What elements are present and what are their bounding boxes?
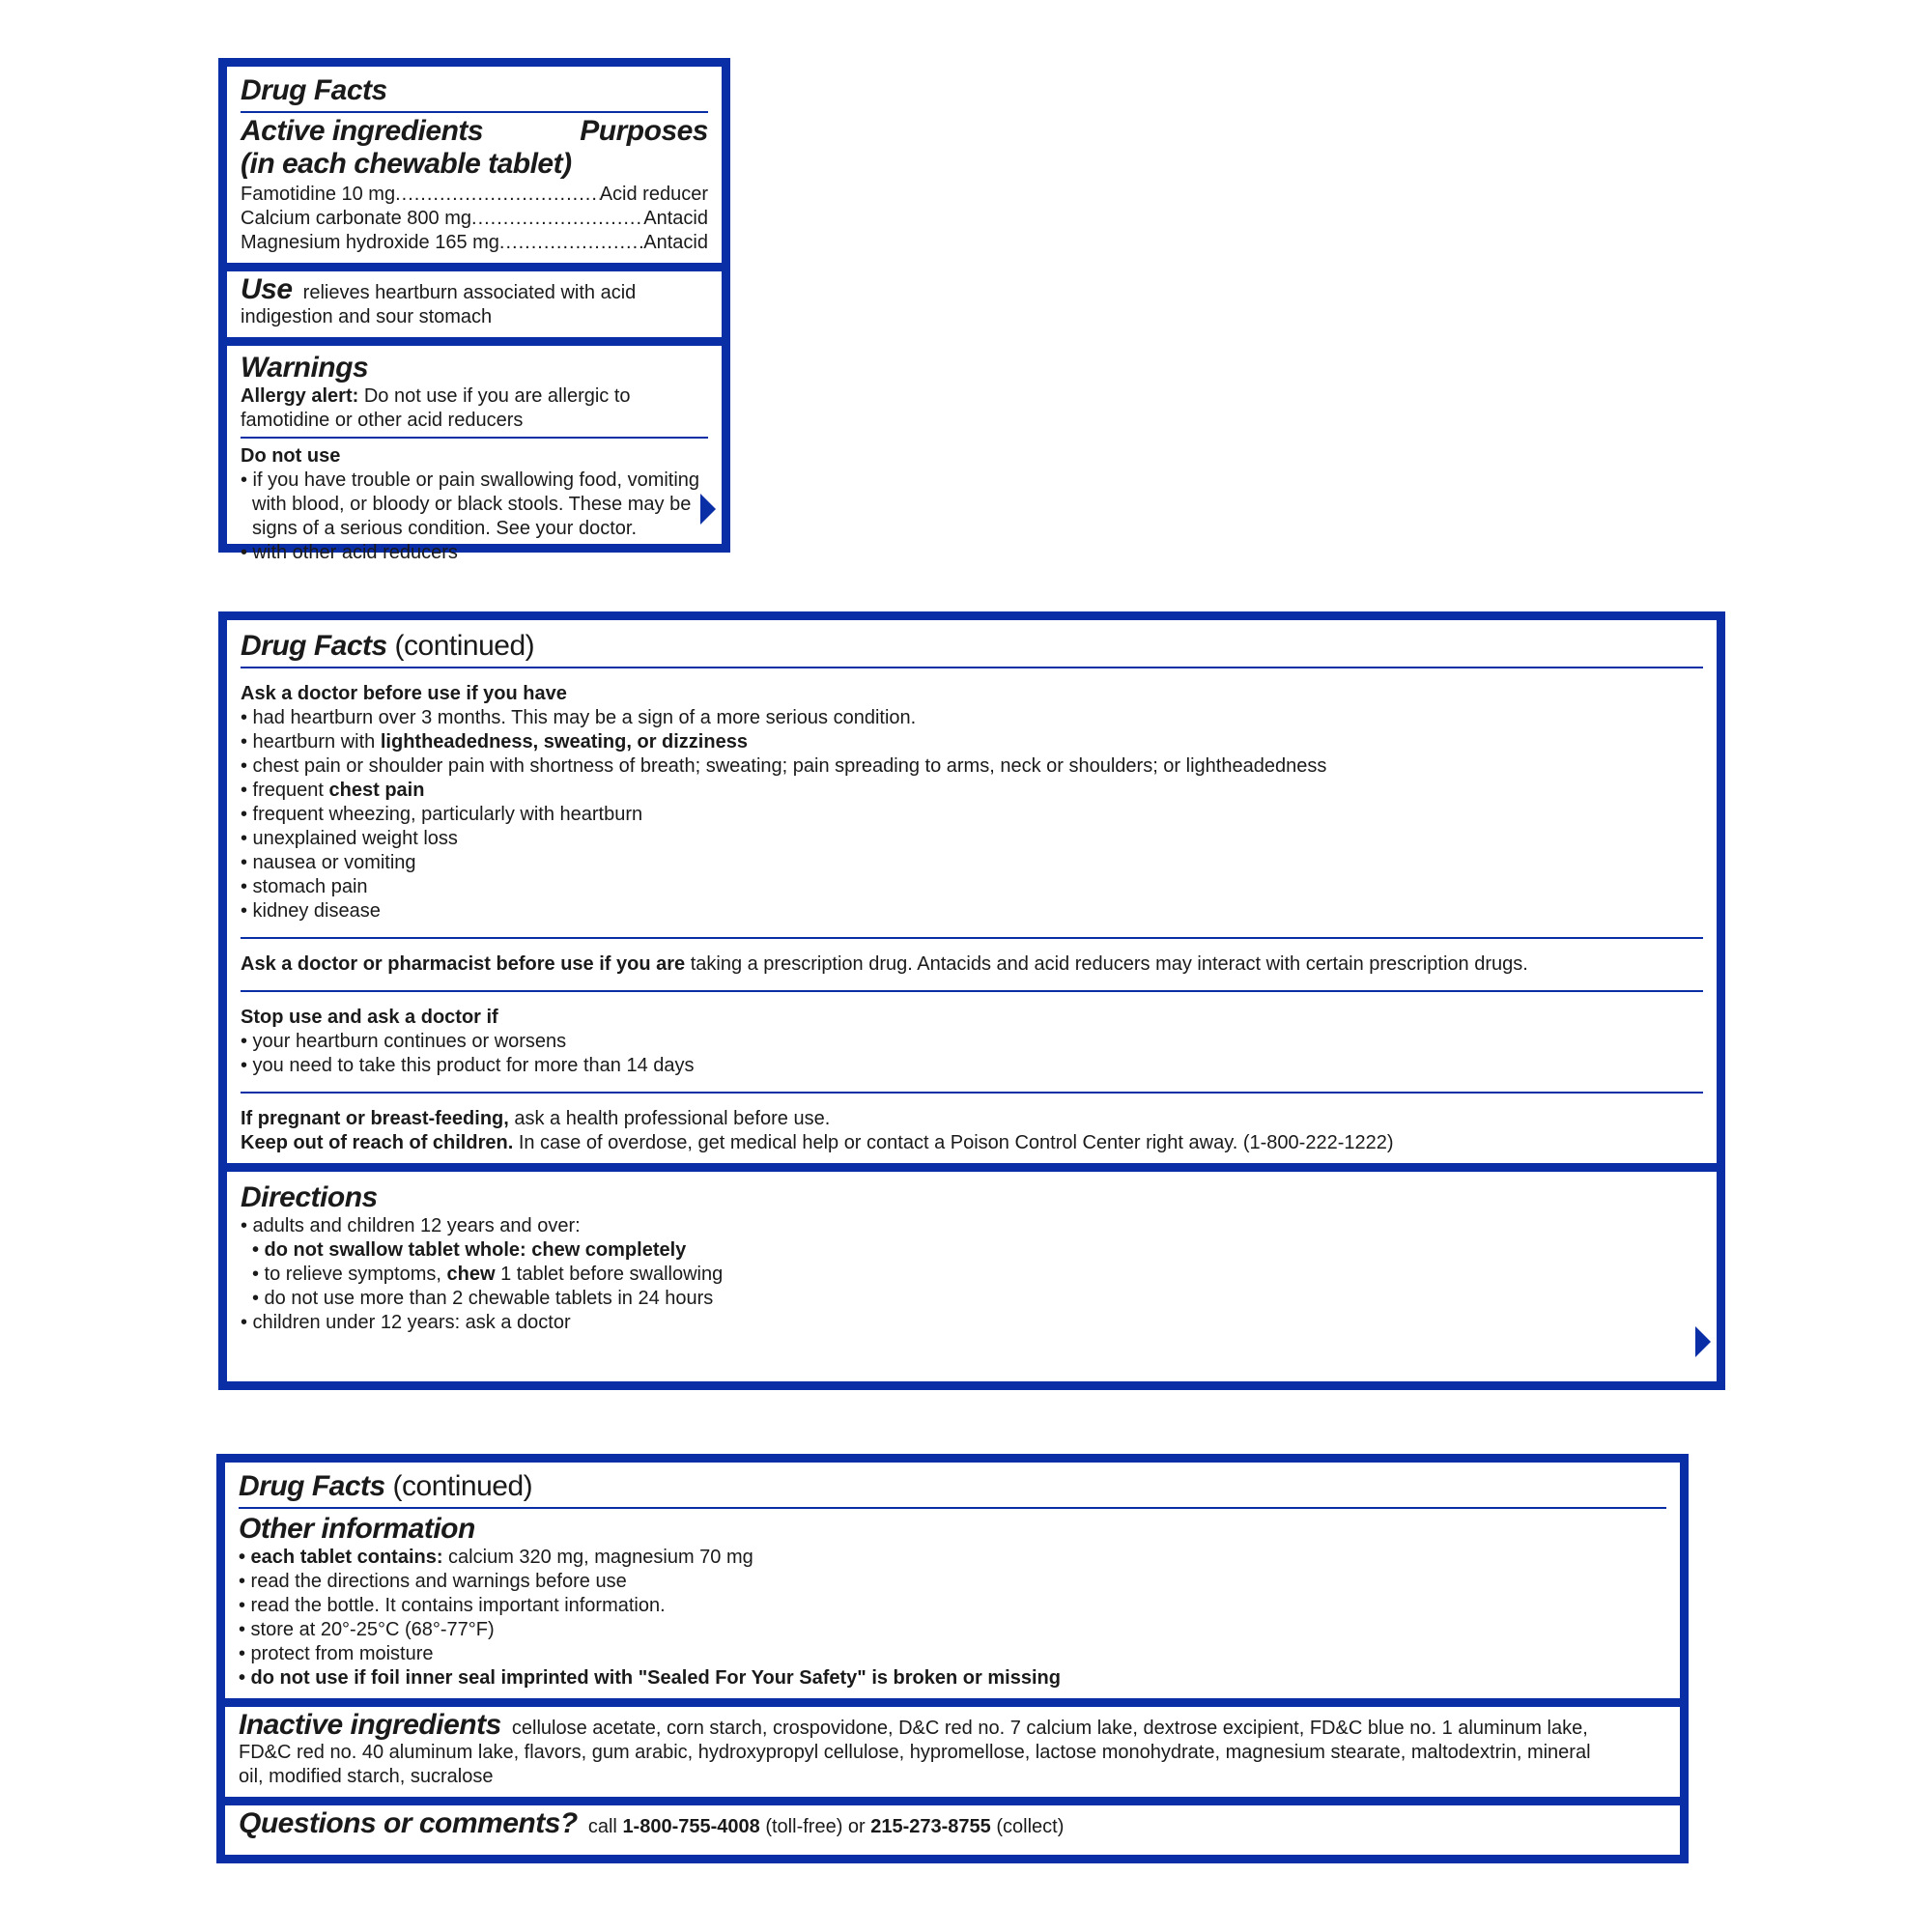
list-item: • to relieve symptoms, chew 1 tablet before swallowing — [252, 1264, 724, 1285]
warnings-section — [227, 346, 722, 573]
other-information-heading: Other information — [239, 1513, 475, 1545]
purposes-heading: Purposes — [580, 115, 708, 147]
inactive-ingredients-heading: Inactive ingredients — [239, 1709, 501, 1741]
do-not-use-heading: Do not use — [241, 445, 341, 467]
list-item: • read the directions and warnings before use — [239, 1571, 627, 1592]
ingredient-row: Calcium carbonate 800 mg ..... Antacid — [241, 207, 708, 231]
list-item: • your heartburn continues or worsens — [241, 1031, 567, 1052]
do-not-use-item: signs of a serious condition. See your doctor. — [252, 518, 638, 539]
continued-label: (continued) — [386, 630, 535, 662]
list-item: • store at 20°-25°C (68°-77°F) — [239, 1619, 495, 1640]
other-information-section — [225, 1463, 1680, 1707]
stop-use-heading: Stop use and ask a doctor if — [241, 1007, 498, 1028]
allergy-label: Allergy alert: — [241, 385, 359, 407]
list-item: • do not use more than 2 chewable tablets in 24 hours — [252, 1288, 714, 1309]
warnings-heading: Warnings — [241, 352, 369, 384]
toll-free-note: (toll-free) or — [759, 1816, 871, 1837]
continue-arrow-icon — [700, 494, 716, 525]
continued-label: (continued) — [384, 1470, 533, 1502]
list-item: • chest pain or shoulder pain with shortness of breath; sweating; pain spreading to arms, neck or shoulders; or lightheadedness — [241, 755, 1327, 777]
active-ingredients-heading: Active ingredients — [241, 115, 484, 147]
drug-facts-panel-1 — [218, 58, 730, 563]
list-item: • nausea or vomiting — [241, 852, 416, 873]
ingredient-row: Magnesium hydroxide 165 mg ..... Antacid — [241, 231, 708, 255]
continue-arrow-icon — [1695, 1326, 1711, 1357]
keep-out-of-reach: Keep out of reach of children. In case of overdose, get medical help or contact a Poison Control Center right away. (1-800-222-1222) — [241, 1132, 1394, 1153]
drug-facts-panel-2 — [218, 611, 1725, 1390]
ask-doctor-heading: Ask a doctor before use if you have — [241, 683, 567, 704]
list-item: • had heartburn over 3 months. This may be a sign of a more serious condition. — [241, 707, 917, 728]
collect-note: (collect) — [990, 1816, 1065, 1837]
list-item: • each tablet contains: calcium 320 mg, magnesium 70 mg — [239, 1547, 753, 1568]
list-item: • read the bottle. It contains important information. — [239, 1595, 666, 1616]
ask-pharmacist: Ask a doctor or pharmacist before use if you are taking a prescription drug. Antacids and acid reducers may interact with certain prescription drugs. — [241, 953, 1528, 975]
directions-section — [227, 1172, 1717, 1343]
list-item: • you need to take this product for more than 14 days — [241, 1055, 695, 1076]
list-item: • heartburn with lightheadedness, sweating, or dizziness — [241, 731, 748, 753]
panel-title: Drug Facts — [241, 74, 387, 106]
pregnant-warning: If pregnant or breast-feeding, ask a health professional before use. — [241, 1108, 831, 1129]
active-subheading: (in each chewable tablet) — [241, 148, 572, 180]
list-item: • kidney disease — [241, 900, 381, 922]
use-text: relieves heartburn associated with acid — [302, 282, 637, 303]
allergy-text-2: famotidine or other acid reducers — [241, 410, 524, 431]
list-item: • children under 12 years: ask a doctor — [241, 1312, 571, 1333]
inactive-ingredients-section — [225, 1707, 1680, 1805]
list-item: • adults and children 12 years and over: — [241, 1215, 581, 1236]
list-item: • protect from moisture — [239, 1643, 434, 1664]
active-ingredients-section — [227, 67, 722, 271]
call-text: call — [587, 1816, 623, 1837]
directions-heading: Directions — [241, 1181, 378, 1213]
phone-toll-free: 1-800-755-4008 — [622, 1816, 760, 1837]
do-not-use-item: • if you have trouble or pain swallowing food, vomiting — [241, 469, 700, 491]
do-not-use-item: • with other acid reducers — [241, 542, 458, 563]
list-item: • unexplained weight loss — [241, 828, 458, 849]
panel-title: Drug Facts — [239, 1470, 385, 1502]
inactive-text: cellulose acetate, corn starch, crospovidone, D&C red no. 7 calcium lake, dextrose excipient, FD&C blue no. 1 aluminum lake, — [511, 1718, 1588, 1739]
questions-heading: Questions or comments? — [239, 1807, 578, 1839]
list-item: • do not use if foil inner seal imprinted with "Sealed For Your Safety" is broken or missing — [239, 1667, 1061, 1689]
list-item: • frequent wheezing, particularly with heartburn — [241, 804, 643, 825]
list-item: • frequent chest pain — [241, 780, 425, 801]
list-item: • do not swallow tablet whole: chew completely — [252, 1239, 687, 1261]
questions-section — [225, 1805, 1680, 1847]
use-text-2: indigestion and sour stomach — [241, 306, 493, 327]
ingredient-row: Famotidine 10 mg ..... Acid reducer — [241, 183, 708, 207]
drug-facts-panel-3 — [216, 1454, 1689, 1863]
use-section — [227, 271, 722, 346]
panel-title: Drug Facts — [241, 630, 387, 662]
allergy-text: Do not use if you are allergic to — [358, 385, 631, 407]
inactive-text-3: oil, modified starch, sucralose — [239, 1766, 494, 1787]
inactive-text-2: FD&C red no. 40 aluminum lake, flavors, gum arabic, hydroxypropyl cellulose, hypromellose, lactose monohydrate, magnesium stearate, maltodextrin, mineral — [239, 1742, 1591, 1763]
warnings-continued-section — [227, 620, 1717, 1172]
do-not-use-item: with blood, or bloody or black stools. These may be — [252, 494, 692, 515]
use-heading: Use — [241, 273, 293, 305]
list-item: • stomach pain — [241, 876, 368, 897]
phone-collect: 215-273-8755 — [870, 1816, 991, 1837]
